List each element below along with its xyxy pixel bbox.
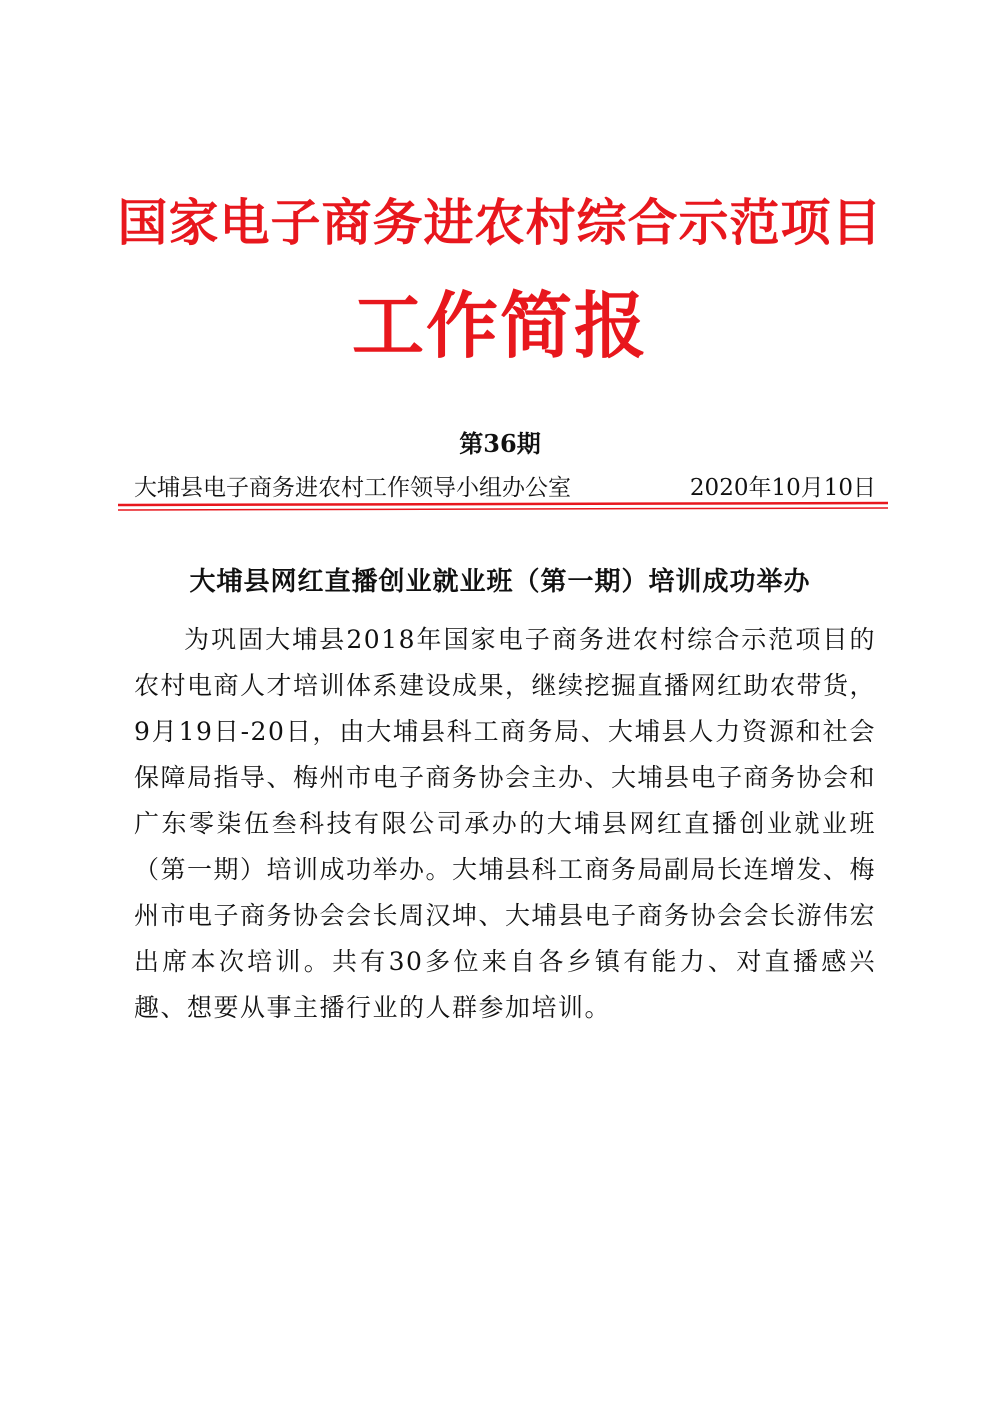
masthead-title-line2: 工作简报 <box>351 284 648 368</box>
issuer-row <box>134 469 876 502</box>
issue-number: 第36期 <box>459 429 541 458</box>
issuer-name: 大埔县电子商务进农村工作领导小组办公室 <box>134 475 571 501</box>
article-body: 为巩固大埔县2018年国家电子商务进农村综合示范项目的农村电商人才培训体系建设成果，继续挖掘直播网红助农带货，9月19日-20日，由大埔县科工商务局、大埔县人力资源和社会保障局指导、梅州市电子商务协会主办、大埔县电子商务协会和广东零柒伍叁科技有限公司承办的大埔县网红直播创业就业班（第一期）培训成功举办。大埔县科工商务局副局长连增发、梅州市电子商务协会会长周汉坤、大埔县电子商务协会会长游伟宏出席本次培训。共有30多位来自各乡镇有能力、对直播感兴趣、想要从事主播行业的人群参加培训。 <box>134 625 877 1022</box>
article-title: 大埔县网红直播创业就业班（第一期）培训成功举办 <box>189 567 811 597</box>
issue-date: 2020年10月10日 <box>689 475 876 501</box>
red-divider-rule <box>118 500 888 514</box>
masthead-title-line1: 国家电子商务进农村综合示范项目 <box>117 194 883 252</box>
